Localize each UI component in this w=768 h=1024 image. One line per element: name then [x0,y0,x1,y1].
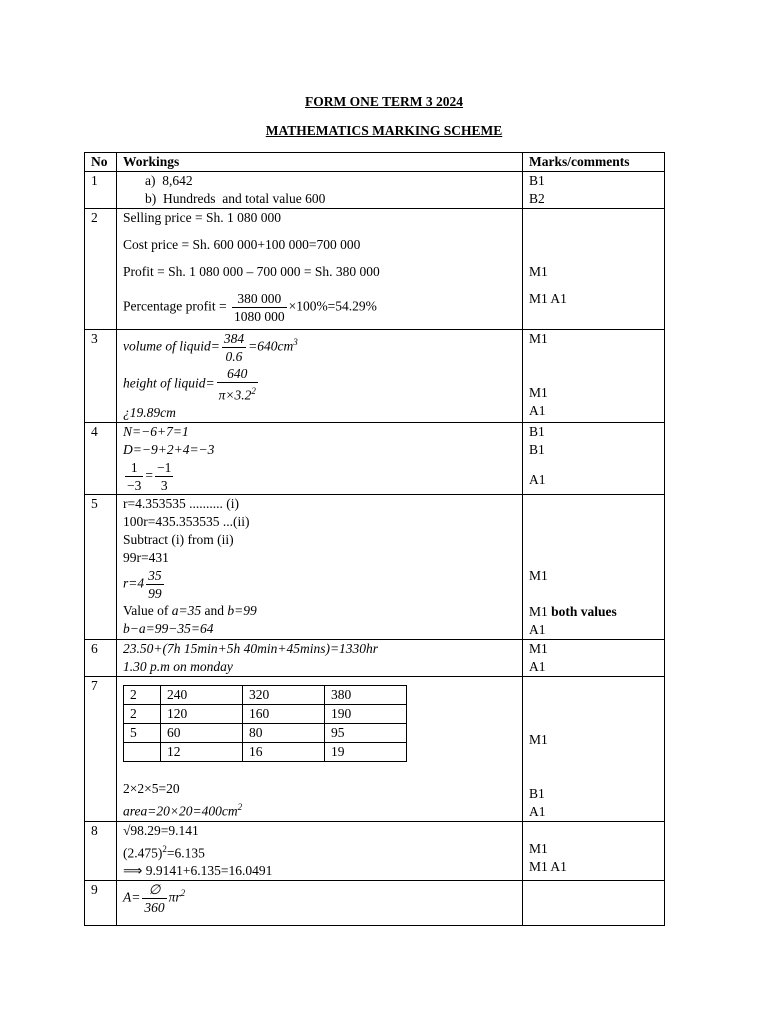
marks-cell [523,209,665,330]
question-row-1 [85,172,665,209]
formula-result: πr [168,889,181,905]
question-number: 4 [85,422,117,494]
grid-row [124,723,407,742]
numerator: 1 [125,459,143,477]
workings-cell [117,330,523,423]
working-line: 23.50+(7h 15min+5h 40min+45mins)=1330hr [123,640,379,656]
working-line: √98.29=9.141 [123,822,199,838]
marks-cell [523,172,665,209]
grid-cell: 19 [325,742,407,761]
question-row-8 [85,821,665,881]
working-line: 1.30 p.m on monday [123,658,233,674]
question-number: 6 [85,639,117,676]
formula-label: volume of liquid= [123,338,220,354]
exponent: 2 [251,386,256,396]
mark: M1 [529,840,548,856]
question-row-4 [85,422,665,494]
working-line [123,798,516,821]
fraction [146,567,164,602]
workings-cell [117,209,523,330]
denominator: −3 [127,477,142,493]
working-line: b−a=99−35=64 [123,620,214,636]
denominator: 99 [148,585,162,601]
workings-cell [117,172,523,209]
grid-cell: 80 [243,723,325,742]
question-number: 9 [85,881,117,926]
workings-cell [117,881,523,926]
grid-cell: 380 [325,685,407,704]
working-line: ⟹ 9.9141+6.135=16.0491 [123,863,273,878]
question-row-6 [85,639,665,676]
grid-cell: 120 [161,704,243,723]
numerator: ∅ [142,881,166,899]
mark: M1 [529,385,548,400]
mark: A1 [529,658,546,674]
fraction [222,330,246,365]
working-line: $\frac{1}{-3}$ = $\frac{-1}{3}$ [127,459,172,493]
numerator: −1 [157,459,172,475]
grid-cell: 190 [325,704,407,723]
formula-label: Percentage profit = [123,298,230,314]
fraction [217,365,258,404]
marking-scheme-table [84,152,665,926]
working-line [123,567,516,602]
marks-cell [523,676,665,821]
working-line [123,602,516,620]
header-no: No [85,153,117,172]
text: and [201,602,228,618]
grid-cell: 95 [325,723,407,742]
mark: B1 [529,423,545,439]
workings-cell [117,639,523,676]
mark: A1 [529,621,546,637]
numerator: 35 [148,567,162,583]
mark: M1 A1 [529,858,567,874]
marks-cell [523,821,665,881]
fraction [232,290,287,325]
mark: M1 [529,264,548,279]
working-line: Subtract (i) from (ii) [123,531,234,547]
mark: B1 [529,173,545,188]
mark: B2 [529,191,545,206]
exponent: 3 [293,337,298,348]
mark: M1 [529,331,548,346]
marks-cell [523,639,665,676]
document-subtitle: MATHEMATICS MARKING SCHEME [265,123,503,138]
working-line: D=−9+2+4=−3 [123,441,215,457]
grid-cell: 16 [243,742,325,761]
grid-cell [124,742,161,761]
question-number: 7 [85,676,117,821]
mark: M1 [529,731,548,747]
header-marks: Marks/comments [523,153,665,172]
text: Value of [123,602,172,618]
mark-comment: both values [551,603,617,619]
working-line: 99r=431 [123,549,169,565]
grid-cell: 5 [124,723,161,742]
numerator: 380 000 [232,290,287,308]
grid-cell: 160 [243,704,325,723]
exponent: 2 [237,801,243,812]
mark [529,603,658,621]
mark: M1 [529,567,548,583]
formula-label: A= [123,889,141,905]
value-b: b=99 [227,602,257,618]
grid-cell: 2 [124,704,161,723]
exponent: 2 [162,843,167,854]
numerator: 384 [223,331,245,346]
question-number: 8 [85,821,117,881]
header-workings: Workings [117,153,523,172]
workings-cell [117,676,523,821]
grid-cell: 60 [161,723,243,742]
formula: area=20×20=400cm [123,803,238,818]
grid-row [124,742,407,761]
working-line: Cost price = Sh. 600 000+100 000=700 000 [123,237,361,252]
working-line: b) Hundreds and total value 600 [145,191,326,206]
question-row-7 [85,676,665,821]
working-line: 2×2×5=20 [123,780,180,796]
working-line: Selling price = Sh. 1 080 000 [123,210,281,225]
grid-cell: 2 [124,685,161,704]
grid-row [124,685,407,704]
working-line [123,330,516,365]
working-line [123,840,516,863]
formula-label: height of liquid= [123,375,215,391]
mark: A1 [529,471,546,487]
table-header-row [85,153,665,172]
fraction [125,459,143,494]
mark: B1 [529,441,545,457]
mark: A1 [529,403,546,418]
question-number: 2 [85,209,117,330]
formula-result: ×100%=54.29% [288,298,377,314]
formula-result: =640cm [248,338,294,354]
grid-cell: 240 [161,685,243,704]
formula-result: =6.135 [166,845,205,860]
question-row-3 [85,330,665,423]
working-line [123,290,516,329]
mark: A1 [529,803,546,819]
mark: M1 A1 [529,291,567,306]
workings-cell [117,821,523,881]
denominator: 1080 000 [233,309,285,324]
question-row-2 [85,209,665,330]
factor-grid [123,685,407,762]
denominator: 0.6 [225,349,243,364]
working-line: r=4.353535 .......... (i) [123,495,239,511]
working-line: N=−6+7=1 [123,423,189,439]
marks-cell [523,881,665,926]
denominator: 360 [144,900,165,915]
fraction [142,881,166,916]
fraction [155,459,173,494]
formula-label: r=4 [123,575,145,591]
mark: B1 [529,785,545,801]
question-number: 5 [85,494,117,639]
document-title: FORM ONE TERM 3 2024 [305,94,463,109]
marks-cell [523,422,665,494]
working-line: a) 8,642 [145,173,193,188]
mark: M1 [529,640,548,656]
marks-cell [523,330,665,423]
formula: (2.475) [123,845,163,860]
working-line: Profit = Sh. 1 080 000 – 700 000 = Sh. 380 000 [123,264,380,279]
question-number: 3 [85,330,117,423]
working-line [123,365,516,404]
grid-cell: 12 [161,742,243,761]
denominator [217,383,258,404]
denominator: 3 [160,477,168,493]
working-line: 100r=435.353535 ...(ii) [123,513,250,529]
working-line [123,881,516,916]
mark-code: M1 [529,603,552,619]
workings-cell [117,422,523,494]
value-a: a=35 [171,602,202,618]
exponent: 2 [180,888,186,899]
question-number: 1 [85,172,117,209]
marks-cell [523,494,665,639]
grid-row [124,704,407,723]
grid-cell: 320 [243,685,325,704]
question-row-5 [85,494,665,639]
working-line: ¿19.89cm [123,404,176,420]
workings-cell [117,494,523,639]
numerator: 640 [217,365,258,383]
question-row-9 [85,881,665,926]
denominator-base: π×3.2 [218,387,252,403]
